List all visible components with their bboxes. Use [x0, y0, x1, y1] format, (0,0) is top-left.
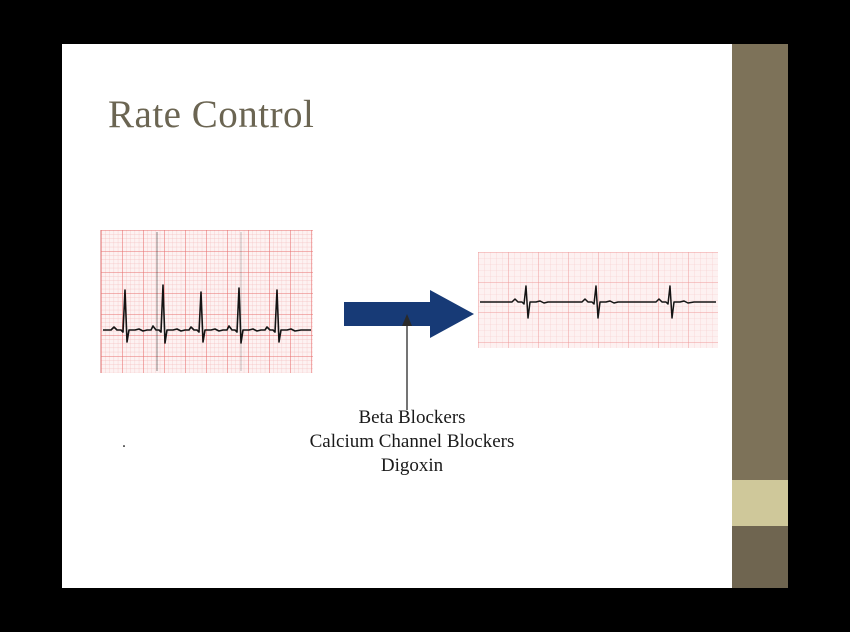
pointer-line-icon — [392, 312, 422, 410]
stray-mark: . — [122, 434, 126, 451]
list-item: Calcium Channel Blockers — [309, 431, 515, 452]
ecg-trace-rate-controlled — [478, 252, 718, 348]
list-item: Beta Blockers — [358, 407, 466, 428]
ecg-trace-tachycardia — [101, 230, 313, 373]
drug-list — [262, 406, 562, 478]
sidebar-accent-light — [732, 480, 788, 526]
slide-sidebar-band — [732, 44, 788, 588]
list-item: Digoxin — [380, 455, 444, 476]
ecg-strip-rate-controlled — [478, 252, 718, 348]
ecg-strip-tachycardia — [100, 230, 313, 373]
slide-canvas — [62, 44, 732, 588]
sidebar-accent-dark — [732, 526, 788, 588]
page-title: Rate Control — [108, 93, 315, 136]
